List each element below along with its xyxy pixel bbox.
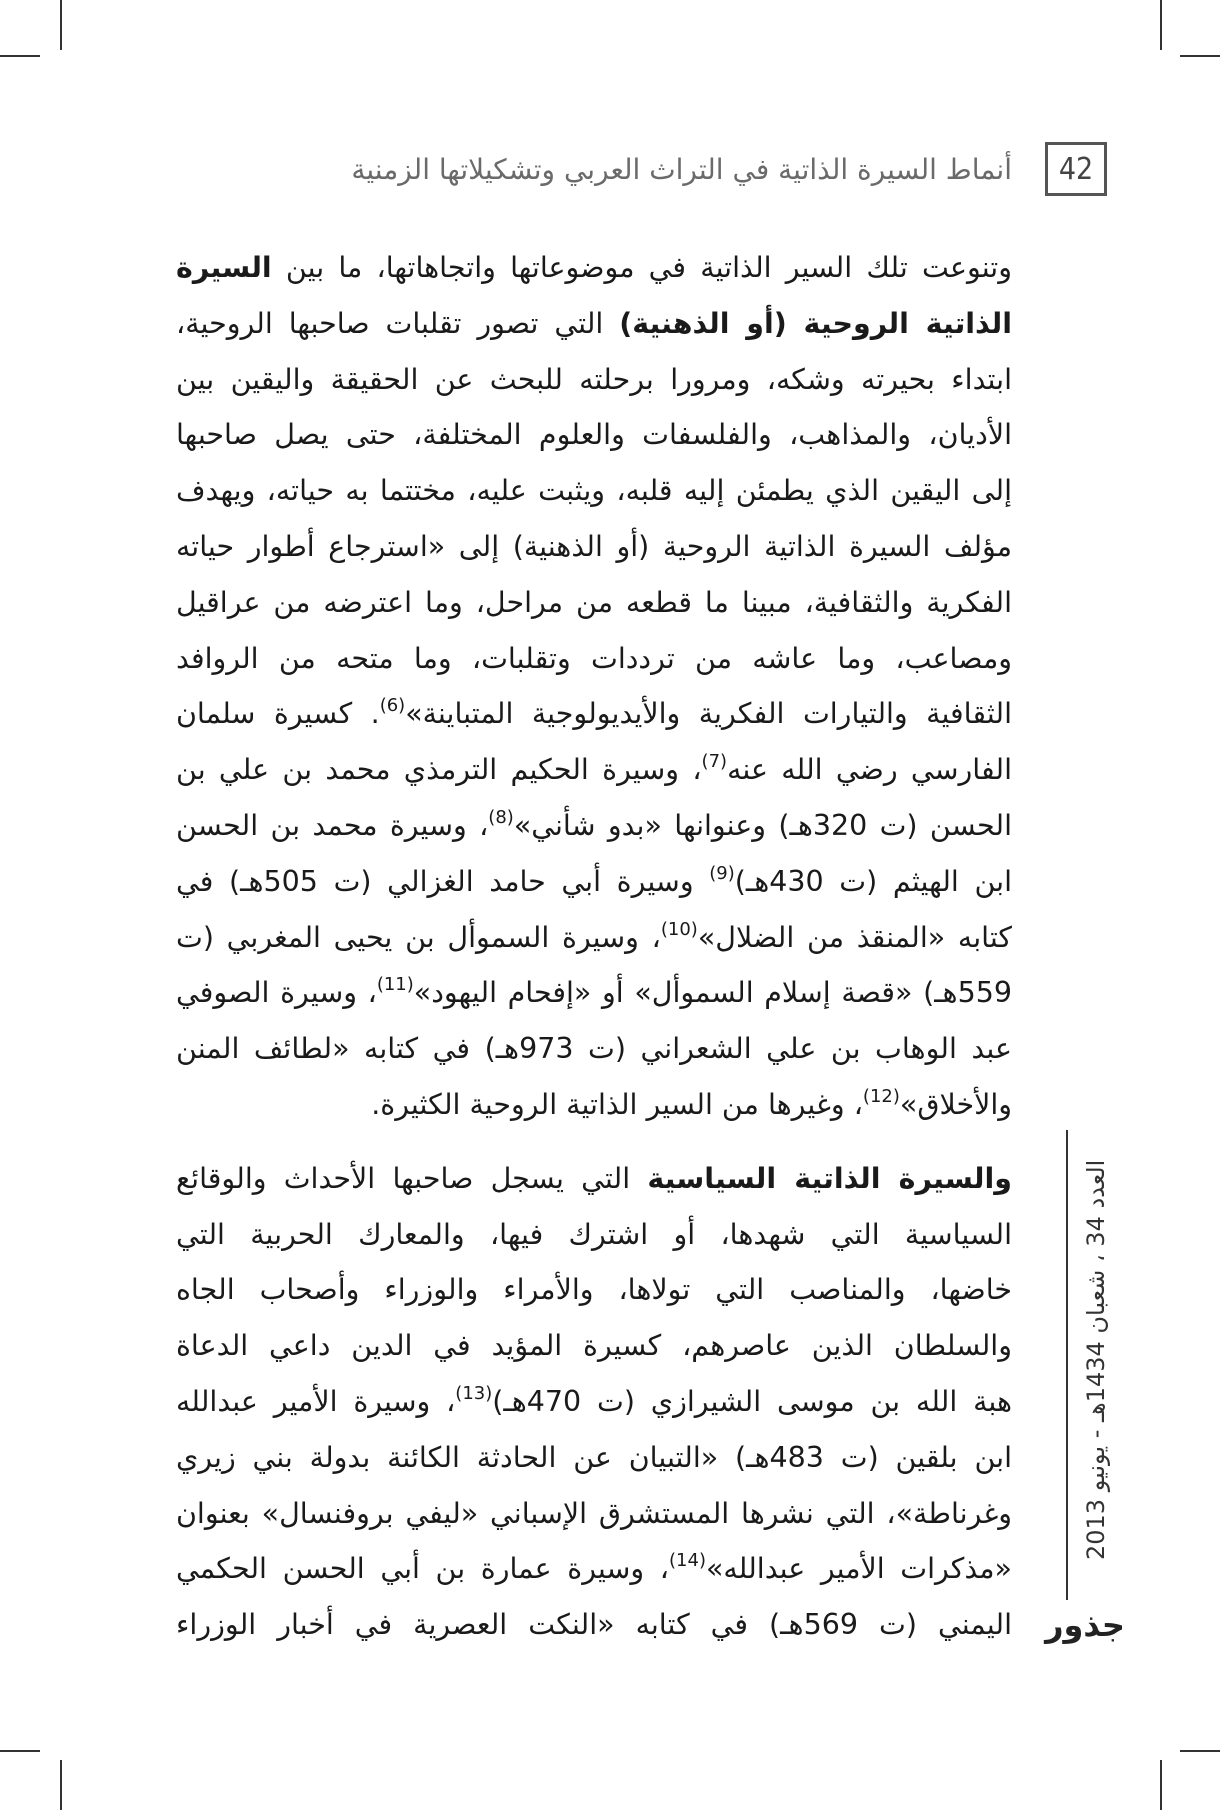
text-line: إلى اليقين الذي يطمئن إليه قلبه، ويثبت عليه، مختتما به حياته، ويهدف (176, 474, 1012, 508)
issue-info: العدد 34 ، شعبان 1434هـ - يونيو 2013 (1082, 1159, 1110, 1561)
crop-mark (0, 55, 40, 57)
text-line: والسلطان الذين عاصرهم، كسيرة المؤيد في الدين داعي الدعاة (176, 1329, 1012, 1363)
footnote-ref: (9) (709, 862, 735, 884)
text-line: «مذكرات الأمير عبدالله»$^{(14)}$، وسيرة عمارة بن أبي الحسن الحكمي (176, 1550, 1012, 1586)
text-line: الحسن (ت 320هـ) وعنوانها «بدو شأني»$^{(8)}$، وسيرة محمد بن الحسن (176, 806, 1013, 842)
text-line: ابن الهيثم (ت 430هـ)$^{(9)}$ وسيرة أبي حامد الغزالي (ت 505هـ) في (176, 862, 1012, 898)
text-line: والأخلاق»$^{(12)}$، وغيرها من السير الذاتية الروحية الكثيرة. (371, 1085, 1012, 1121)
text-line: ومصاعب، وما عاشه من ترددات وتقلبات، وما متحه من الروافد (176, 641, 1012, 675)
text-line: كتابه «المنقذ من الضلال»$^{(10)}$، وسيرة السموأل بن يحيى المغربي (ت (176, 918, 1012, 954)
text-line: هبة الله بن موسى الشيرازي (ت 470هـ)$^{(13)}$، وسيرة الأمير عبدالله (176, 1382, 1012, 1418)
crop-mark (1160, 0, 1162, 50)
running-title: أنماط السيرة الذاتية في التراث العربي وتشكيلاتها الزمنية (351, 152, 1012, 186)
crop-mark (1180, 1750, 1220, 1752)
text-line: ابن بلقين (ت 483هـ) «التبيان عن الحادثة الكائنة بدولة بني زيري (176, 1440, 1012, 1474)
footnote-ref: (10) (660, 918, 698, 940)
text-line: الذاتية الروحية (أو الذهنية) التي تصور تقلبات صاحبها الروحية، (176, 306, 1012, 340)
text-line: وغرناطة»، التي نشرها المستشرق الإسباني «ليفي بروفنسال» بعنوان (176, 1496, 1012, 1530)
text-line: الثقافية والتيارات الفكرية والأيديولوجية المتباينة»$^{(6)}$. كسيرة سلمان (176, 695, 1012, 731)
footnote-ref: (11) (376, 974, 414, 996)
footnote-ref: (14) (669, 1550, 706, 1572)
text-line: الفكرية والثقافية، مبينا ما قطعه من مراحل، وما اعترضه من عراقيل (176, 585, 1012, 619)
text-line: وتنوعت تلك السير الذاتية في موضوعاتها واتجاهاتها، ما بين السيرة (176, 251, 1012, 284)
crop-mark (0, 1750, 40, 1752)
crop-mark (1160, 1760, 1162, 1810)
text-line: السياسية التي شهدها، أو اشترك فيها، والمعارك الحربية التي (176, 1217, 1012, 1251)
text-line: عبد الوهاب بن علي الشعراني (ت 973هـ) في كتابه «لطائف المنن (176, 1032, 1013, 1066)
journal-logo: جذور (1045, 1606, 1125, 1644)
paragraph (176, 240, 1012, 1133)
page-number: 42 (1045, 142, 1107, 196)
footnote-ref: (12) (862, 1085, 900, 1107)
footnote-ref: (13) (455, 1382, 493, 1404)
text-line: الأديان، والمذاهب، والفلسفات والعلوم المختلفة، حتى يصل صاحبها (176, 418, 1012, 452)
footnote-ref: (8) (488, 806, 514, 828)
text-line: مؤلف السيرة الذاتية الروحية (أو الذهنية) إلى «استرجاع أطوار حياته (176, 529, 1012, 563)
text-line: ابتداء بحيرته وشكه، ومرورا برحلته للبحث عن الحقيقة واليقين بين (176, 362, 1012, 396)
crop-mark (1180, 55, 1220, 57)
footnote-ref: (6) (379, 695, 406, 717)
footnote-ref: (7) (701, 751, 728, 773)
text-line: اليمني (ت 569هـ) في كتابه «النكت العصرية في أخبار الوزراء (176, 1608, 1012, 1642)
side-rule (1066, 1130, 1068, 1600)
text-line: والسيرة الذاتية السياسية التي يسجل صاحبها الأحداث والوقائع (176, 1161, 1012, 1195)
text-line: الفارسي رضي الله عنه$^{(7)}$، وسيرة الحكيم الترمذي محمد بن علي بن (176, 751, 1012, 787)
text-line: خاضها، والمناصب التي تولاها، والأمراء والوزراء وأصحاب الجاه (176, 1273, 1012, 1307)
crop-mark (60, 1760, 62, 1810)
paragraph (176, 1151, 1012, 1653)
crop-mark (60, 0, 62, 50)
article-body (176, 240, 1012, 1653)
text-line: 559هـ) «قصة إسلام السموأل» أو «إفحام اليهود»$^{(11)}$، وسيرة الصوفي (176, 974, 1012, 1010)
